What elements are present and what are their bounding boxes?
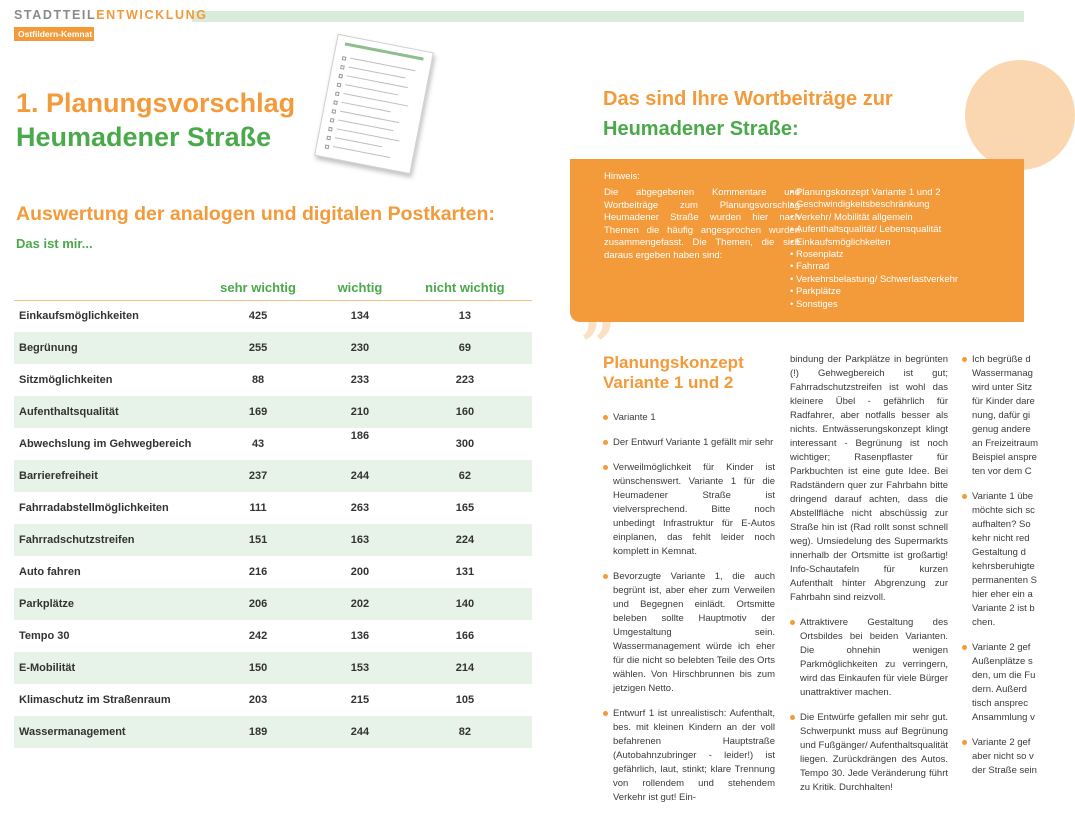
comment-item xyxy=(962,490,1037,630)
title-line1: 1. Planungsvorschlag xyxy=(16,88,296,118)
cell-value: 151 xyxy=(194,524,322,556)
section-subheading: Auswertung der analogen und digitalen Postkarten: xyxy=(16,203,495,225)
concept-heading xyxy=(603,353,775,393)
comments-title xyxy=(603,84,893,144)
bullet-dot-icon xyxy=(603,711,608,716)
comment-item xyxy=(603,570,775,696)
row-label: Klimaschutz im Straßenraum xyxy=(19,694,171,706)
comment-item xyxy=(962,736,1037,778)
comment-line: permanenten S xyxy=(972,575,1037,586)
cell-value: 105 xyxy=(455,694,475,706)
comment-line: Variante 2 ist b xyxy=(972,603,1035,614)
bullet-dot-icon xyxy=(603,574,608,579)
comment-line: aufhalten? So xyxy=(972,519,1031,530)
comment-item xyxy=(962,641,1036,725)
topic-item: • Rosenplatz xyxy=(790,249,958,261)
header-label-spacer xyxy=(14,272,194,300)
cell-value: 215 xyxy=(350,694,370,706)
bullet-dot-icon xyxy=(962,494,967,499)
cell-value: 165 xyxy=(455,502,475,514)
table-row xyxy=(14,492,532,524)
comments-title-line2: Heumadener Straße: xyxy=(603,118,799,140)
comment-line: möchte sich sc xyxy=(972,505,1035,516)
bullet-dot-icon xyxy=(962,740,967,745)
row-label: Aufenthaltsqualität xyxy=(14,396,194,428)
comment-line: kehrsberuhigte xyxy=(972,561,1035,572)
comment-line: an Freizeitraum xyxy=(972,438,1038,449)
cell-value: 13 xyxy=(458,310,472,323)
topic-list xyxy=(790,187,958,311)
cell-value: 200 xyxy=(350,566,370,578)
comment-line: dern. Außerd xyxy=(972,684,1027,695)
comment-text: Variante 1 xyxy=(613,412,656,423)
comment-line: der Straße sein xyxy=(972,765,1037,776)
cell-value: 153 xyxy=(322,652,398,684)
topic-item: • Planungskonzept Variante 1 und 2 xyxy=(790,187,958,199)
row-label: Wassermanagement xyxy=(14,716,194,748)
comments-column-2 xyxy=(790,353,948,806)
cell-value: 186 xyxy=(350,430,370,442)
cell-value: 140 xyxy=(398,588,532,620)
table-row xyxy=(14,428,532,460)
table-row xyxy=(14,460,532,492)
comment-item xyxy=(603,411,775,425)
comment-line: genug andere xyxy=(972,424,1031,435)
results-table xyxy=(14,272,532,748)
cell-value: 163 xyxy=(322,524,398,556)
brand-title xyxy=(14,8,208,22)
bullet-dot-icon xyxy=(962,357,967,362)
comments-title-line1: Das sind Ihre Wortbeiträge zur xyxy=(603,88,893,110)
row-label: Fahrradabstellmöglichkeiten xyxy=(19,502,169,514)
bullet-dot-icon xyxy=(790,620,795,625)
row-label: Sitzmöglichkeiten xyxy=(19,374,113,386)
comment-item xyxy=(790,616,948,700)
bullet-dot-icon xyxy=(603,465,608,470)
quote-mark-icon: ” xyxy=(580,309,616,382)
cell-value: 244 xyxy=(322,716,398,748)
comment-line: Variante 2 gef xyxy=(972,737,1031,748)
comment-item xyxy=(962,353,1038,479)
row-label: Auto fahren xyxy=(19,566,81,578)
concept-heading-line1: Planungskonzept xyxy=(603,353,744,372)
table-row xyxy=(14,684,532,716)
cell-value: 169 xyxy=(194,396,322,428)
bullet-dot-icon xyxy=(603,440,608,445)
comment-continuation: bindung der Parkplätze in begrünten (!) Gehwegbereich ist gut; Fahrradschutzstreifen ist wohl das kleinere Übel - gefährlich für Radfahrer, aber notfalls besser als nichts. Entwässerungskonzept klingt interessant - Begrünung ist noch wichtiger; Rasenpflaster für Parkbuchten ist eine gute Idee. Bei Radständern quer zur Fahrbahn bitte dringend darauf achten, dass die Abstellfläche nicht abschüssig zur Straße hin ist (Rad rollt sonst schnell weg). Umsiedelung des Supermarkts innerhalb der Ortsmitte ist großartig! Info-Schautafeln für kurzen Aufenthalt hinter Abgrenzung zur Fahrbahn sind reizvoll. xyxy=(790,354,948,603)
bullet-dot-icon xyxy=(603,415,608,420)
table-row xyxy=(14,364,532,396)
comment-line: chen. xyxy=(972,617,996,628)
comment-line: kehr nicht red xyxy=(972,533,1030,544)
table-row xyxy=(14,396,532,428)
brand-part2: ENTWICKLUNG xyxy=(96,8,208,22)
cell-value: 300 xyxy=(455,438,475,450)
comment-line: hier eher ein a xyxy=(972,589,1033,600)
header-nicht-wichtig: nicht wichtig xyxy=(425,280,505,296)
header-wichtig: wichtig xyxy=(337,280,383,296)
cell-value: 160 xyxy=(398,396,532,428)
cell-value: 111 xyxy=(249,502,267,514)
comment-line: Beispiel anspre xyxy=(972,452,1037,463)
table-row xyxy=(14,556,532,588)
page-title xyxy=(16,86,295,154)
comment-item xyxy=(603,461,775,559)
concept-heading-line2: Variante 1 und 2 xyxy=(603,373,734,392)
table-row xyxy=(14,620,532,652)
table-row xyxy=(14,716,532,748)
table-caption: Das ist mir... xyxy=(16,236,93,251)
comment-line: für Kinder dare xyxy=(972,396,1035,407)
comment-line: Außenplätze s xyxy=(972,656,1033,667)
table-row xyxy=(14,300,532,332)
hinweis-label: Hinweis: xyxy=(604,171,640,182)
topic-item: • Verkehrsbelastung/ Schwerlastverkehr xyxy=(790,274,958,286)
cell-value: 230 xyxy=(322,332,398,364)
cell-value: 224 xyxy=(398,524,532,556)
cell-value: 69 xyxy=(398,332,532,364)
cell-value: 206 xyxy=(194,588,322,620)
cell-value: 136 xyxy=(350,630,370,642)
comment-line: Ich begrüße d xyxy=(972,354,1031,365)
cell-value: 214 xyxy=(398,652,532,684)
cell-value: 425 xyxy=(248,310,268,323)
header-sehr-wichtig: sehr wichtig xyxy=(220,280,296,296)
cell-value: 223 xyxy=(455,374,475,386)
comment-item xyxy=(603,707,775,805)
comments-column-1 xyxy=(603,353,775,816)
row-label: Begrünung xyxy=(14,332,194,364)
topic-item: • Fahrrad xyxy=(790,261,958,273)
comment-line: Ansammlung v xyxy=(972,712,1035,723)
cell-value: 237 xyxy=(194,460,322,492)
cell-value: 43 xyxy=(251,438,265,450)
row-label: Einkaufsmöglichkeiten xyxy=(19,310,139,323)
table-row xyxy=(14,524,532,556)
bullet-dot-icon xyxy=(790,715,795,720)
table-row xyxy=(14,332,532,364)
cell-value: 263 xyxy=(350,502,370,514)
header-stripe xyxy=(192,11,1024,22)
cell-value: 82 xyxy=(398,716,532,748)
comment-line: tisch ansprec xyxy=(972,698,1028,709)
cell-value: 210 xyxy=(322,396,398,428)
cell-value: 166 xyxy=(455,630,475,642)
brand-part1: STADTTEIL xyxy=(14,8,97,22)
topic-item: • Geschwindigkeitsbeschränkung xyxy=(790,199,958,211)
cell-value: 88 xyxy=(251,374,265,386)
topic-item: • Verkehr/ Mobilität allgemein xyxy=(790,212,958,224)
decorative-circle xyxy=(965,60,1075,170)
cell-value: 255 xyxy=(194,332,322,364)
comment-text: Entwurf 1 ist unrealistisch: Aufenthalt, bes. mit kleinen Kindern an der voll befahrenen Hauptstraße (Autobahnzubringer - leider!) ist gefährlich, laut, stinkt; klare Trennung von rollendem und stehendem Verkehr ist gut! Ein- xyxy=(613,708,775,803)
comment-item xyxy=(603,436,775,450)
comment-text: Die Entwürfe gefallen mir sehr gut. Schwerpunkt muss auf Begrünung und Fußgänger/ Aufenthaltsqualität liegen. Zurückdrängen des Autos. Tempo 30. Jede Veränderung führt zu Kritik. Durchhalten! xyxy=(800,712,948,793)
cell-value: 233 xyxy=(350,374,370,386)
cell-value: 242 xyxy=(248,630,268,642)
topic-item: • Parkplätze xyxy=(790,286,958,298)
topic-item: • Aufenthaltsqualität/ Lebensqualität xyxy=(790,224,958,236)
comment-item xyxy=(790,711,948,795)
cell-value: 244 xyxy=(322,460,398,492)
comment-line: Gestaltung d xyxy=(972,547,1026,558)
bullet-dot-icon xyxy=(962,645,967,650)
comment-line: Variante 2 gef xyxy=(972,642,1031,653)
hinweis-box xyxy=(570,159,1024,322)
header-bar xyxy=(0,8,1024,24)
postcard-thumbnail xyxy=(314,34,434,174)
topic-item: • Sonstiges xyxy=(790,299,958,311)
cell-value: 62 xyxy=(398,460,532,492)
cell-value: 216 xyxy=(248,566,268,578)
cell-value: 131 xyxy=(455,566,475,578)
table-row xyxy=(14,652,532,684)
comments-column-3 xyxy=(962,353,1038,789)
comment-line: Wassermanag xyxy=(972,368,1033,379)
cell-value: 134 xyxy=(350,310,370,323)
row-label: Abwechslung im Gehwegbereich xyxy=(19,438,192,450)
table-row xyxy=(14,588,532,620)
row-label: Tempo 30 xyxy=(19,630,70,642)
row-label: Barrierefreiheit xyxy=(14,460,194,492)
title-line2: Heumadener Straße xyxy=(16,122,272,152)
comment-line: nung, dafür gi xyxy=(972,410,1031,421)
comment-line: wird unter Sitz xyxy=(972,382,1033,393)
comment-line: den, um die Fu xyxy=(972,670,1036,681)
hinweis-text: Die abgegebenen Kommentare und Wortbeiträge zum Planungsvorschlag Heumadener Straße wurden hier nach Themen die häufig angesprochen wurden zusammengefasst. Die Themen, die sich daraus ergeben haben sind: xyxy=(604,187,800,261)
comment-text: Attraktivere Gestaltung des Ortsbildes bei beiden Varianten. Die ohnehin wenigen Parkmöglichkeiten zu verringern, wird das Einkaufen für viele Bürger unattraktiver machen. xyxy=(800,617,948,698)
cell-value: 150 xyxy=(194,652,322,684)
row-label: Parkplätze xyxy=(14,588,194,620)
comment-line: aber nicht so v xyxy=(972,751,1034,762)
location-badge: Ostfildern-Kemnat xyxy=(14,27,94,41)
cell-value: 203 xyxy=(248,694,268,706)
cell-value: 189 xyxy=(194,716,322,748)
comment-text: Der Entwurf Variante 1 gefällt mir sehr xyxy=(613,437,774,448)
table-header-row xyxy=(14,272,532,300)
row-label: E-Mobilität xyxy=(14,652,194,684)
comment-text: Verweilmöglichkeit für Kinder ist wünschenswert. Variante 1 für die Heumadener Straße ist vielversprechend. Bitte noch unbedingt Infrastruktur für E-Autos einplanen, das fehlt leider noch komplett in Kemnat. xyxy=(613,462,775,557)
comment-line: Variante 1 übe xyxy=(972,491,1034,502)
row-label: Fahrradschutzstreifen xyxy=(14,524,194,556)
cell-value: 202 xyxy=(322,588,398,620)
comment-text: Bevorzugte Variante 1, die auch begrünt ist, aber eher zum Verweilen und Begegnen einlädt. Ortsmitte beleben sollte Hauptmotiv der Umgestaltung sein. Wassermanagement würde ich eher für die nicht so belebten Teile des Orts wählen. Von Hirschbrunnen bis zum jetzigen Netto. xyxy=(613,571,775,694)
topic-item: • Einkaufsmöglichkeiten xyxy=(790,237,958,249)
comment-line: ten vor dem C xyxy=(972,466,1032,477)
